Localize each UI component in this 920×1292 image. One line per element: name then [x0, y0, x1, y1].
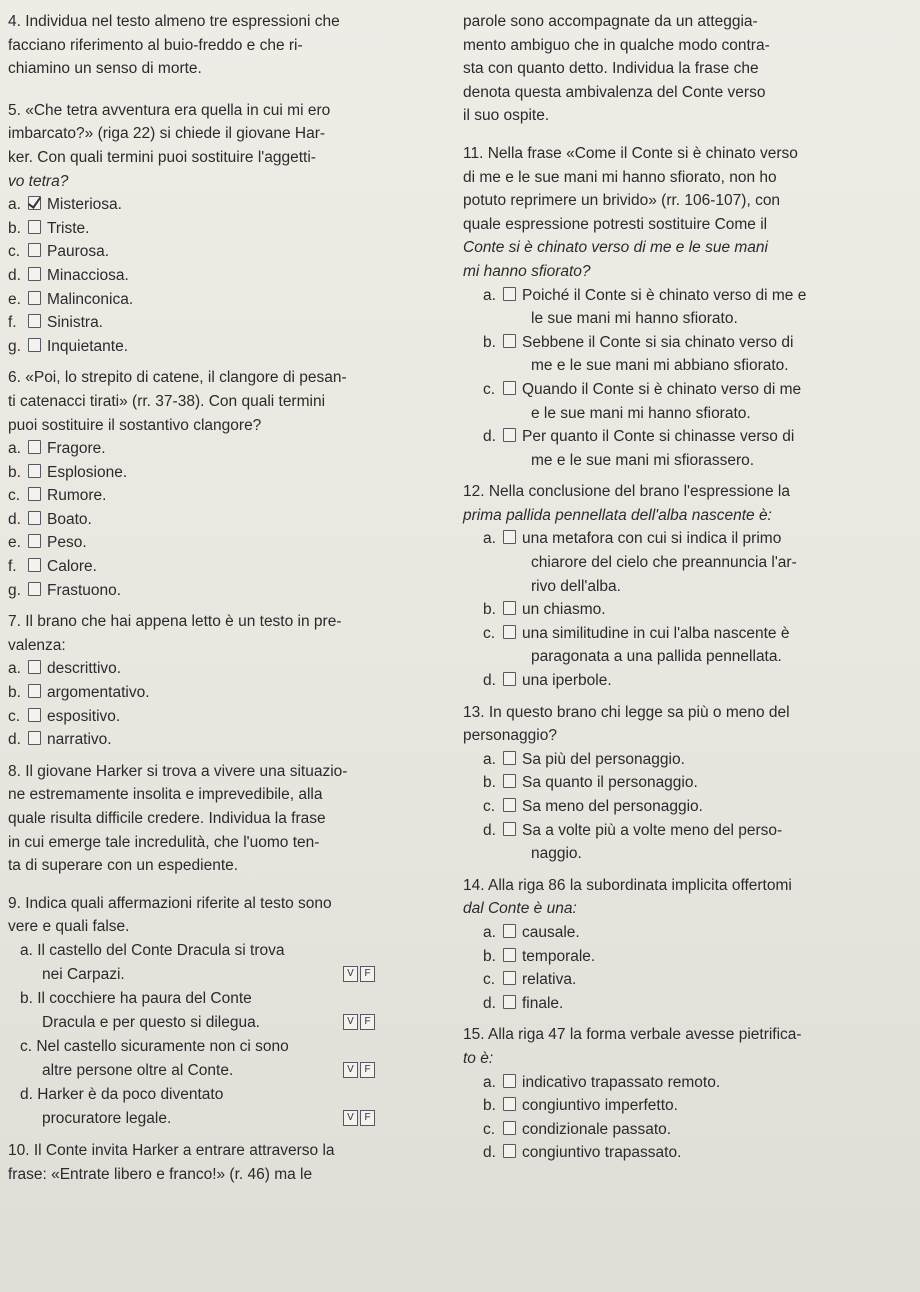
option-label-cont: chiarore del cielo che preannuncia l'ar-	[531, 554, 797, 572]
option-letter: b.	[483, 947, 496, 965]
option-label: una similitudine in cui l'alba nascente è	[522, 624, 790, 642]
question-11	[463, 142, 915, 472]
option-letter: b.	[483, 774, 496, 792]
true-false-boxes	[343, 1110, 375, 1126]
statement-line	[8, 963, 448, 987]
option-label: Sebbene il Conte si sia chinato verso di	[522, 333, 794, 351]
checkbox[interactable]	[28, 487, 41, 501]
checkbox[interactable]	[28, 684, 41, 698]
checkbox[interactable]	[28, 534, 41, 548]
option-g[interactable]	[8, 335, 448, 359]
option-a[interactable]	[463, 748, 915, 772]
option-letter: g.	[8, 581, 21, 599]
option-letter: e.	[8, 534, 21, 552]
statement-line	[8, 1011, 448, 1035]
option-label-cont: e le sue mani mi hanno sfiorato.	[531, 404, 751, 422]
question-text: quale espressione potresti sostituire Come il	[463, 215, 768, 233]
option-letter: c.	[483, 624, 496, 642]
option-label: finale.	[522, 994, 564, 1012]
option-g[interactable]	[8, 579, 448, 603]
option-label-cont: naggio.	[531, 845, 582, 863]
question-text: ne estremamente insolita e imprevedibile, alla	[8, 786, 323, 804]
statement-line	[8, 1107, 448, 1131]
question-text: 15. Alla riga 47 la forma verbale avesse pietrifica-	[463, 1026, 802, 1044]
option-label: causale.	[522, 923, 580, 941]
option-letter: d.	[483, 994, 496, 1012]
question-text: quale risulta difficile credere. Individua la frase	[8, 810, 326, 827]
true-false-item	[8, 987, 448, 1035]
option-c[interactable]	[463, 795, 915, 819]
question-8	[8, 760, 448, 884]
option-b[interactable]	[8, 461, 448, 485]
checkbox[interactable]	[503, 1097, 516, 1111]
question-text: frase: «Entrate libero e franco!» (r. 46) ma le	[8, 1165, 313, 1183]
question-text: 13. In questo brano chi legge sa più o meno del	[463, 703, 790, 721]
option-label: Per quanto il Conte si chinasse verso di	[522, 428, 795, 446]
question-text: in cui emerge tale incredulità, che l'uomo ten-	[8, 833, 320, 851]
option-a[interactable]	[8, 657, 448, 681]
option-d[interactable]	[463, 819, 915, 866]
question-10	[8, 1139, 448, 1186]
option-label: Sa meno del personaggio.	[522, 798, 703, 815]
checkbox[interactable]	[503, 1144, 516, 1158]
question-text: potuto reprimere un brivido» (rr. 106-107), con	[463, 192, 781, 210]
question-text: vere e quali false.	[8, 918, 130, 936]
question-9	[8, 892, 448, 1131]
option-label: Sa quanto il personaggio.	[522, 774, 698, 792]
option-letter: f.	[8, 314, 17, 332]
checkbox[interactable]	[503, 530, 516, 544]
false-box[interactable]: F	[360, 1062, 375, 1078]
checkbox[interactable]	[28, 558, 41, 572]
option-f[interactable]	[8, 311, 448, 335]
option-label: Fragore.	[47, 440, 106, 458]
option-label: Sa più del personaggio.	[522, 750, 685, 768]
option-letter: b.	[483, 333, 496, 351]
option-letter: a.	[8, 196, 21, 214]
option-letter: b.	[483, 1097, 496, 1115]
question-4	[8, 10, 448, 91]
true-false-item	[8, 939, 448, 987]
option-label: Inquietante.	[47, 337, 129, 355]
option-label: una metafora con cui si indica il primo	[522, 530, 782, 548]
option-b[interactable]	[463, 331, 915, 378]
option-label: una iperbole.	[522, 672, 612, 690]
checkbox[interactable]	[503, 428, 516, 442]
option-c[interactable]	[463, 968, 915, 992]
option-label: relativa.	[522, 971, 577, 989]
option-letter: b.	[8, 463, 21, 481]
question-text: valenza:	[8, 636, 66, 654]
checkbox[interactable]	[503, 601, 516, 615]
option-d[interactable]	[463, 425, 915, 472]
checkbox-checked[interactable]	[28, 196, 41, 210]
true-false-boxes	[343, 1014, 375, 1030]
option-letter: c.	[8, 487, 21, 505]
option-label-cont: paragonata a una pallida pennellata.	[531, 648, 782, 666]
option-label-cont: me e le sue mani mi sfiorassero.	[531, 451, 755, 469]
option-a[interactable]	[463, 284, 915, 331]
option-e[interactable]	[8, 288, 448, 312]
true-box[interactable]: V	[343, 966, 358, 982]
option-c[interactable]	[463, 378, 915, 425]
option-f[interactable]	[8, 555, 448, 579]
option-label: condizionale passato.	[522, 1120, 672, 1138]
checkbox[interactable]	[503, 287, 516, 301]
true-box[interactable]: V	[343, 1014, 358, 1030]
true-false-item	[8, 1083, 448, 1131]
checkbox[interactable]	[28, 731, 41, 745]
option-letter: f.	[8, 558, 17, 576]
true-false-boxes	[343, 966, 375, 982]
statement-line: c. Nel castello sicuramente non ci sono	[20, 1037, 289, 1055]
option-label: Rumore.	[47, 487, 107, 505]
checkbox[interactable]	[28, 314, 41, 328]
true-box[interactable]: V	[343, 1062, 358, 1078]
statement-text: nei Carpazi.	[42, 965, 125, 983]
option-label: Quando il Conte si è chinato verso di me	[522, 380, 802, 398]
option-a[interactable]	[463, 1071, 915, 1095]
question-text: ti catenacci tirati» (rr. 37-38). Con quali termini	[8, 392, 326, 410]
option-d[interactable]	[8, 264, 448, 288]
checkbox[interactable]	[503, 948, 516, 962]
option-label: Esplosione.	[47, 463, 128, 481]
question-13	[463, 701, 915, 866]
option-d[interactable]	[8, 508, 448, 532]
option-label: narrativo.	[47, 731, 112, 749]
option-label: descrittivo.	[47, 660, 122, 678]
option-letter: c.	[483, 380, 496, 398]
option-c[interactable]	[463, 622, 915, 669]
checkbox[interactable]	[28, 291, 41, 305]
question-text: ta di superare con un espediente.	[8, 857, 239, 875]
checkbox[interactable]	[503, 1121, 516, 1135]
option-letter: a.	[8, 440, 21, 458]
checkbox[interactable]	[503, 995, 516, 1009]
option-label: temporale.	[522, 947, 596, 965]
option-letter: d.	[8, 731, 21, 749]
question-text: chiamino un senso di morte.	[8, 60, 202, 78]
option-label: Boato.	[47, 510, 92, 528]
option-letter: e.	[8, 290, 21, 308]
question-text: vo tetra?	[8, 172, 69, 190]
option-c[interactable]	[463, 1118, 915, 1142]
option-d[interactable]	[463, 992, 915, 1016]
option-letter: a.	[8, 660, 21, 678]
question-text: facciano riferimento al buio-freddo e che ri-	[8, 36, 303, 54]
checkbox[interactable]	[503, 971, 516, 985]
statement-text: procuratore legale.	[42, 1109, 172, 1127]
option-label: Triste.	[47, 219, 90, 237]
question-text: 4. Individua nel testo almeno tre espressioni che	[8, 13, 340, 30]
question-text: 10. Il Conte invita Harker a entrare attraverso la	[8, 1141, 335, 1159]
option-label-cont: me e le sue mani mi abbiano sfiorato.	[531, 357, 789, 375]
question-text: prima pallida pennellata dell'alba nascente è:	[463, 506, 772, 524]
checkbox[interactable]	[28, 220, 41, 234]
statement-line: d. Harker è da poco diventato	[20, 1085, 224, 1103]
question-text: mento ambiguo che in qualche modo contra-	[463, 36, 770, 54]
option-b[interactable]	[8, 681, 448, 705]
left-column	[8, 10, 448, 1194]
option-label: Sa a volte più a volte meno del perso-	[522, 821, 783, 839]
option-b[interactable]	[463, 771, 915, 795]
question-text: imbarcato?» (riga 22) si chiede il giovane Har-	[8, 125, 326, 143]
option-a[interactable]	[8, 193, 448, 217]
option-letter: a.	[483, 530, 496, 548]
checkbox[interactable]	[28, 338, 41, 352]
option-d[interactable]	[8, 728, 448, 752]
checkbox[interactable]	[503, 774, 516, 788]
question-text: 5. «Che tetra avventura era quella in cui mi ero	[8, 101, 331, 119]
question-text: sta con quanto detto. Individua la frase che	[463, 60, 759, 78]
option-letter: a.	[483, 750, 496, 768]
checkbox[interactable]	[503, 381, 516, 395]
checkbox[interactable]	[503, 798, 516, 812]
statement-line: a. Il castello del Conte Dracula si trova	[20, 941, 285, 959]
option-b[interactable]	[463, 945, 915, 969]
checkbox[interactable]	[503, 1074, 516, 1088]
right-column	[463, 10, 915, 1173]
option-letter: a.	[483, 923, 496, 941]
question-text: 14. Alla riga 86 la subordinata implicita offertomi	[463, 876, 792, 894]
question-text: mi hanno sfiorato?	[463, 262, 591, 280]
option-label: espositivo.	[47, 707, 121, 725]
option-label: Minacciosa.	[47, 266, 129, 284]
true-false-item	[8, 1035, 448, 1083]
option-c[interactable]	[8, 705, 448, 729]
statement-text: Dracula e per questo si dilegua.	[42, 1013, 260, 1031]
option-label: Poiché il Conte si è chinato verso di me e	[522, 286, 807, 304]
question-text: il suo ospite.	[463, 107, 550, 125]
checkbox[interactable]	[503, 625, 516, 639]
checkbox[interactable]	[28, 440, 41, 454]
question-text: 9. Indica quali affermazioni riferite al testo sono	[8, 894, 332, 912]
option-b[interactable]	[463, 598, 915, 622]
option-letter: c.	[483, 1120, 496, 1138]
true-box[interactable]: V	[343, 1110, 358, 1126]
option-letter: b.	[8, 684, 21, 702]
question-10-continued	[463, 10, 915, 134]
question-6	[8, 366, 448, 602]
option-d[interactable]	[463, 1141, 915, 1165]
option-letter: d.	[483, 428, 496, 446]
option-b[interactable]	[463, 1094, 915, 1118]
question-12	[463, 480, 915, 692]
option-a[interactable]	[463, 921, 915, 945]
option-letter: c.	[8, 243, 21, 261]
option-label: congiuntivo trapassato.	[522, 1144, 682, 1162]
option-c[interactable]	[8, 484, 448, 508]
question-14	[463, 874, 915, 1016]
question-text: puoi sostituire il sostantivo clangore?	[8, 416, 262, 434]
question-text: Conte si è chinato verso di me e le sue mani	[463, 239, 768, 257]
question-7	[8, 610, 448, 752]
checkbox[interactable]	[503, 334, 516, 348]
option-c[interactable]	[8, 240, 448, 264]
question-text: 8. Il giovane Harker si trova a vivere una situazio-	[8, 762, 348, 780]
statement-line: b. Il cocchiere ha paura del Conte	[20, 989, 252, 1007]
option-label: Sinistra.	[47, 314, 103, 332]
question-text: dal Conte è una:	[463, 900, 577, 918]
checkbox[interactable]	[28, 582, 41, 596]
option-label: Frastuono.	[47, 581, 122, 599]
option-letter: d.	[8, 266, 21, 284]
checkbox[interactable]	[28, 267, 41, 281]
question-text: to è:	[463, 1049, 494, 1067]
option-letter: d.	[8, 510, 21, 528]
option-letter: d.	[483, 672, 496, 690]
question-text: parole sono accompagnate da un atteggia-	[463, 13, 758, 30]
option-label: congiuntivo imperfetto.	[522, 1097, 678, 1115]
option-label: argomentativo.	[47, 684, 150, 702]
checkbox[interactable]	[28, 464, 41, 478]
option-letter: g.	[8, 337, 21, 355]
option-label: un chiasmo.	[522, 601, 606, 619]
statement-text: altre persone oltre al Conte.	[42, 1061, 234, 1079]
statement-line	[8, 1059, 448, 1083]
question-15	[463, 1023, 915, 1165]
option-letter: d.	[483, 821, 496, 839]
option-letter: c.	[8, 707, 21, 725]
option-label: Calore.	[47, 558, 97, 576]
option-letter: c.	[483, 971, 496, 989]
option-letter: a.	[483, 1073, 496, 1091]
false-box[interactable]: F	[360, 1014, 375, 1030]
option-letter: c.	[483, 798, 496, 815]
option-letter: a.	[483, 286, 496, 304]
option-b[interactable]	[8, 217, 448, 241]
checkbox[interactable]	[503, 751, 516, 765]
option-label: Paurosa.	[47, 243, 110, 261]
question-text: 7. Il brano che hai appena letto è un testo in pre-	[8, 613, 342, 631]
option-d[interactable]	[463, 669, 915, 693]
false-box[interactable]: F	[360, 966, 375, 982]
question-text: personaggio?	[463, 727, 557, 745]
question-text: denota questa ambivalenza del Conte verso	[463, 83, 766, 101]
checkbox[interactable]	[28, 511, 41, 525]
checkbox[interactable]	[28, 708, 41, 722]
option-a[interactable]	[463, 527, 915, 598]
checkbox[interactable]	[28, 660, 41, 674]
option-label-cont: le sue mani mi hanno sfiorato.	[531, 310, 738, 328]
option-e[interactable]	[8, 531, 448, 555]
question-text: 12. Nella conclusione del brano l'espressione la	[463, 483, 790, 501]
question-5	[8, 99, 448, 359]
option-label: Misteriosa.	[47, 196, 122, 214]
option-label: Malinconica.	[47, 290, 134, 308]
question-text: ker. Con quali termini puoi sostituire l'aggetti-	[8, 148, 316, 166]
true-false-boxes	[343, 1062, 375, 1078]
question-text: 6. «Poi, lo strepito di catene, il clangore di pesan-	[8, 369, 347, 387]
question-text: di me e le sue mani mi hanno sfiorato, non ho	[463, 168, 777, 186]
option-letter: b.	[483, 601, 496, 619]
checkbox[interactable]	[503, 822, 516, 836]
question-text: 11. Nella frase «Come il Conte si è chinato verso	[463, 144, 798, 162]
option-label: indicativo trapassato remoto.	[522, 1073, 721, 1091]
false-box[interactable]: F	[360, 1110, 375, 1126]
checkbox[interactable]	[503, 924, 516, 938]
option-letter: b.	[8, 219, 21, 237]
option-label-cont: rivo dell'alba.	[531, 577, 621, 595]
option-letter: d.	[483, 1144, 496, 1162]
option-label: Peso.	[47, 534, 87, 552]
checkbox[interactable]	[28, 243, 41, 257]
option-a[interactable]	[8, 437, 448, 461]
checkbox[interactable]	[503, 672, 516, 686]
